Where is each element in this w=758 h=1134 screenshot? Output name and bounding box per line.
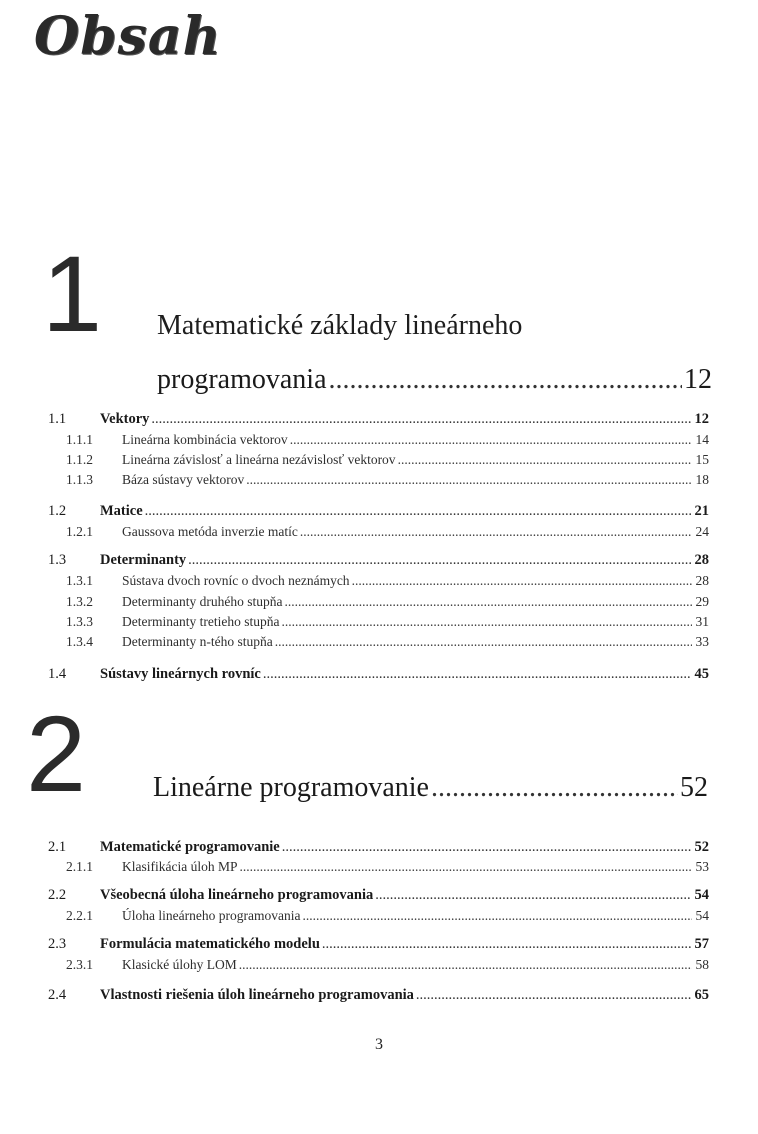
- toc-entry-1-1-1[interactable]: [66, 432, 709, 448]
- toc-entry-1-1-2[interactable]: [66, 452, 709, 468]
- toc-entry-label: Determinanty: [100, 552, 187, 568]
- dot-leader: [282, 839, 691, 856]
- page-number: 3: [375, 1036, 383, 1053]
- dot-leader: [300, 524, 692, 540]
- toc-entry-label: Matematické programovanie: [100, 839, 280, 855]
- dot-leader: [329, 364, 683, 396]
- dot-leader: [302, 908, 691, 924]
- toc-entry-page: 54: [695, 908, 709, 923]
- dot-leader: [151, 411, 690, 428]
- chapter-title-line1: Matematické základy lineárneho: [157, 310, 523, 341]
- dot-leader: [322, 936, 691, 953]
- toc-entry-number: 1.1.2: [66, 452, 93, 467]
- toc-entry-page: 45: [694, 666, 709, 682]
- toc-entry-number: 1.3.1: [66, 573, 93, 588]
- dot-leader: [290, 432, 692, 448]
- dot-leader: [431, 772, 678, 804]
- toc-entry-1-3-2[interactable]: [66, 594, 709, 610]
- toc-entry-page: 33: [695, 634, 709, 649]
- toc-entry-label: Všeobecná úloha lineárneho programovania: [100, 887, 374, 903]
- toc-entry-1-3-1[interactable]: [66, 573, 709, 589]
- toc-entry-label: Klasifikácia úloh MP: [122, 859, 238, 874]
- toc-entry-page: 14: [695, 432, 709, 447]
- toc-entry-page: 54: [694, 887, 709, 903]
- toc-entry-number: 2.2.1: [66, 908, 93, 923]
- toc-entry-label: Determinanty tretieho stupňa: [122, 614, 280, 629]
- dot-leader: [352, 573, 692, 589]
- toc-entry-label: Klasické úlohy LOM: [122, 957, 237, 972]
- toc-entry-1-2-1[interactable]: [66, 524, 709, 540]
- toc-entry-1-1[interactable]: [48, 411, 709, 428]
- toc-entry-label: Determinanty druhého stupňa: [122, 594, 283, 609]
- dot-leader: [239, 859, 691, 875]
- toc-entry-page: 18: [695, 472, 709, 487]
- toc-entry-1-2[interactable]: [48, 503, 709, 520]
- chapter-page: 52: [680, 772, 708, 803]
- toc-entry-page: 24: [695, 524, 709, 539]
- toc-entry-page: 29: [695, 594, 709, 609]
- toc-entry-1-3-4[interactable]: [66, 634, 709, 650]
- toc-entry-number: 2.2: [48, 887, 67, 903]
- toc-entry-1-4[interactable]: [48, 666, 709, 683]
- toc-entry-page: 65: [694, 987, 709, 1003]
- toc-entry-1-1-3[interactable]: [66, 472, 709, 488]
- chapter-page: 12: [684, 364, 712, 395]
- dot-leader: [263, 666, 691, 683]
- toc-entry-number: 1.4: [48, 666, 67, 682]
- chapter-title-row[interactable]: [157, 364, 712, 396]
- toc-entry-number: 2.4: [48, 987, 67, 1003]
- toc-entry-number: 1.1.1: [66, 432, 93, 447]
- toc-entry-1-3-3[interactable]: [66, 614, 709, 630]
- toc-entry-label: Vlastnosti riešenia úloh lineárneho programovania: [100, 987, 414, 1003]
- toc-entry-1-3[interactable]: [48, 552, 709, 569]
- chapter-title-line2: programovania: [157, 364, 327, 395]
- dot-leader: [145, 503, 691, 520]
- toc-entry-number: 2.1: [48, 839, 67, 855]
- toc-entry-label: Vektory: [100, 411, 150, 427]
- dot-leader: [275, 634, 692, 650]
- dot-leader: [416, 987, 691, 1004]
- toc-entry-2-2[interactable]: [48, 887, 709, 904]
- toc-entry-2-1-1[interactable]: [66, 859, 709, 875]
- toc-entry-page: 58: [695, 957, 709, 972]
- toc-entry-2-2-1[interactable]: [66, 908, 709, 924]
- toc-entry-number: 1.1.3: [66, 472, 93, 487]
- chapter-title-row[interactable]: [153, 772, 708, 804]
- dot-leader: [246, 472, 691, 488]
- toc-entry-number: 1.3.4: [66, 634, 93, 649]
- toc-entry-page: 28: [695, 573, 709, 588]
- toc-entry-page: 21: [694, 503, 709, 519]
- toc-entry-number: 2.3: [48, 936, 67, 952]
- chapter-number: 2: [26, 693, 87, 814]
- toc-entry-page: 15: [695, 452, 709, 467]
- toc-entry-page: 53: [695, 859, 709, 874]
- toc-entry-label: Sústavy lineárnych rovníc: [100, 666, 261, 682]
- toc-entry-label: Úloha lineárneho programovania: [122, 908, 301, 923]
- toc-entry-page: 57: [694, 936, 709, 952]
- chapter-title: Lineárne programovanie: [153, 772, 429, 803]
- page-title: Obsah: [34, 6, 222, 67]
- dot-leader: [375, 887, 690, 904]
- toc-entry-label: Lineárna kombinácia vektorov: [122, 432, 288, 447]
- chapter-number: 1: [42, 233, 103, 354]
- toc-entry-page: 12: [694, 411, 709, 427]
- toc-entry-label: Lineárna závislosť a lineárna nezávislosť vektorov: [122, 452, 396, 467]
- toc-entry-2-3[interactable]: [48, 936, 709, 953]
- toc-entry-label: Sústava dvoch rovníc o dvoch neznámych: [122, 573, 350, 588]
- toc-entry-number: 1.3.2: [66, 594, 93, 609]
- toc-entry-number: 1.1: [48, 411, 67, 427]
- toc-entry-page: 28: [694, 552, 709, 568]
- dot-leader: [281, 614, 691, 630]
- toc-entry-number: 2.1.1: [66, 859, 93, 874]
- dot-leader: [239, 957, 692, 973]
- toc-entry-2-4[interactable]: [48, 987, 709, 1004]
- toc-entry-label: Determinanty n-tého stupňa: [122, 634, 273, 649]
- dot-leader: [188, 552, 690, 569]
- toc-entry-page: 52: [694, 839, 709, 855]
- toc-entry-label: Báza sústavy vektorov: [122, 472, 245, 487]
- toc-entry-label: Gaussova metóda inverzie matíc: [122, 524, 298, 539]
- toc-entry-number: 1.2.1: [66, 524, 93, 539]
- toc-entry-number: 2.3.1: [66, 957, 93, 972]
- toc-entry-2-3-1[interactable]: [66, 957, 709, 973]
- toc-entry-number: 1.3.3: [66, 614, 93, 629]
- toc-entry-label: Matice: [100, 503, 143, 519]
- toc-entry-page: 31: [695, 614, 709, 629]
- toc-entry-number: 1.3: [48, 552, 67, 568]
- dot-leader: [284, 594, 691, 610]
- dot-leader: [398, 452, 692, 468]
- toc-entry-2-1[interactable]: [48, 839, 709, 856]
- toc-entry-label: Formulácia matematického modelu: [100, 936, 320, 952]
- toc-entry-number: 1.2: [48, 503, 67, 519]
